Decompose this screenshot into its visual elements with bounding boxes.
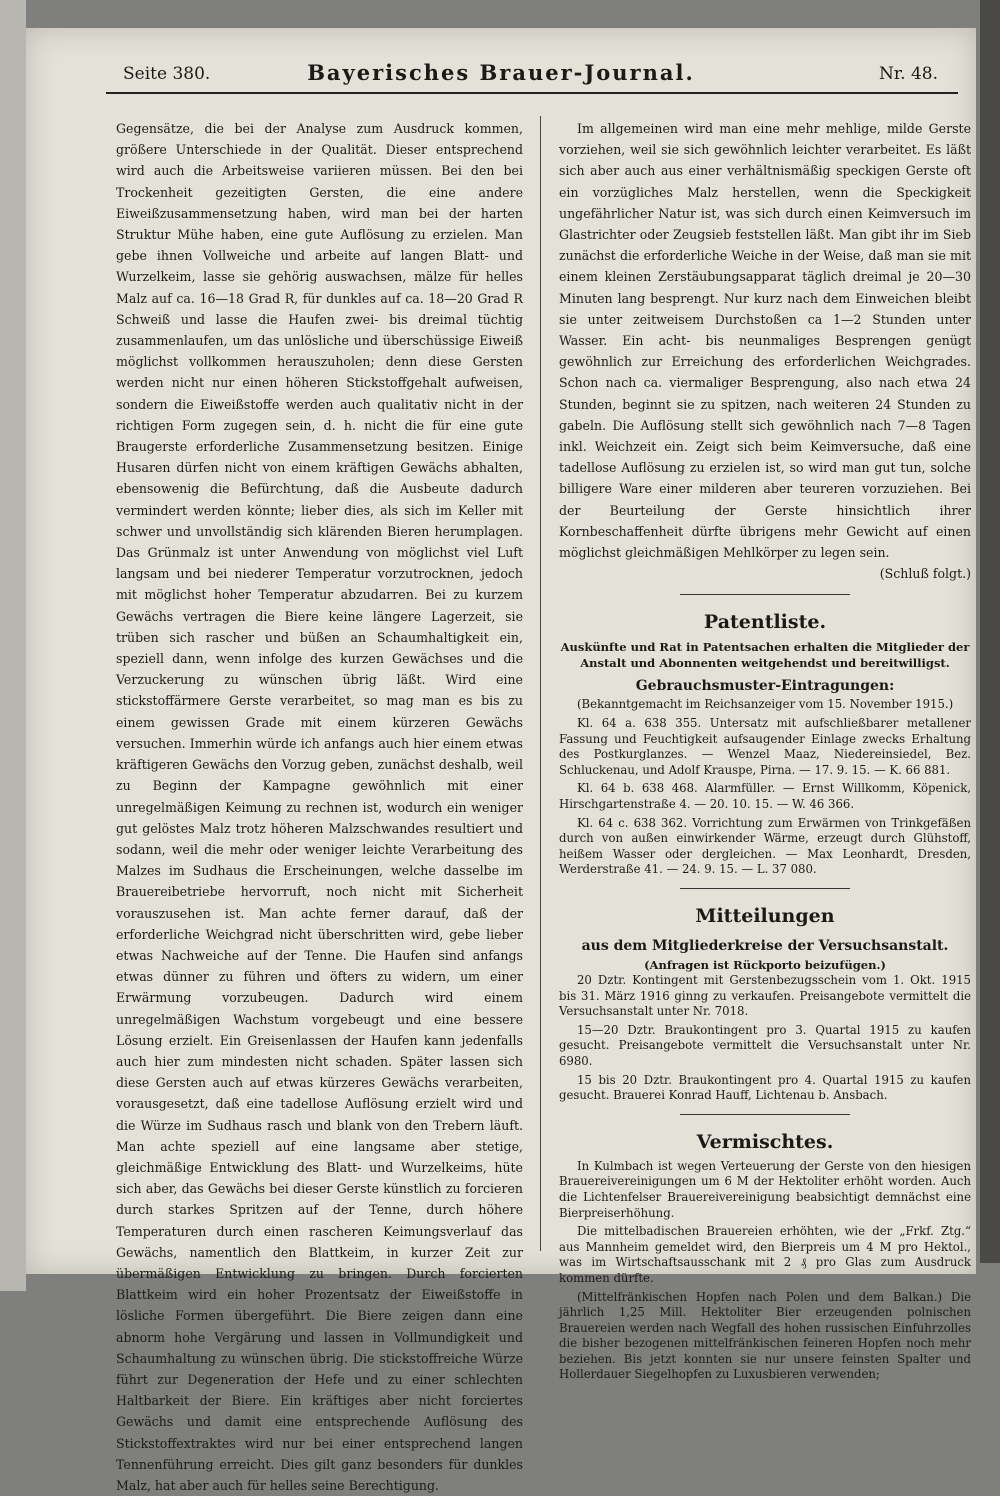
- section-rule: [680, 1114, 850, 1115]
- announcements-note: (Anfragen ist Rückporto beizufügen.): [644, 958, 886, 972]
- page-number: Seite 380.: [123, 64, 211, 84]
- left-column: [116, 118, 523, 1496]
- patent-list-subtitle: Auskünfte und Rat in Patentsachen erhalten die Mitglieder der Anstalt und Abonnenten weitgehendst und bereitwilligst.: [560, 640, 970, 671]
- section-rule: [680, 888, 850, 889]
- header-rule: [106, 92, 958, 94]
- miscellaneous-entry: Die mittelbadischen Brauereien erhöhten, wie der „Frkf. Ztg.“ aus Mannheim gemeldet wird, den Bierpreis um 4 M pro Hektol., was im Wirtschaftsausschank mit 2 ₰ pro Glas zum Ausdruck kommen dürfte.: [559, 1224, 971, 1285]
- miscellaneous-title: Vermischtes.: [696, 1130, 834, 1153]
- miscellaneous-entry: (Mittelfränkischen Hopfen nach Polen und dem Balkan.) Die jährlich 1,25 Mill. Hektoliter Bier erzeugenden polnischen Brauereien werden nach Wegfall des hohen russischen Einfuhrzolles die bisher bezogenen mittelfränkischen feineren Hopfen noch mehr beziehen. Bis jetzt konnten sie nur unsere feinsten Spalter und Hollerdauer Siegelhopfen zu Luxusbieren verwenden;: [559, 1289, 971, 1382]
- column-divider: [540, 116, 541, 1251]
- patent-list-title: Patentliste.: [703, 611, 827, 634]
- patent-entry: Kl. 64 c. 638 362. Vorrichtung zum Erwärmen von Trinkgefäßen durch von außen einwirkender Wärme, erzeugt durch Glühstoff, heißem Wasser oder dergleichen. — Max Leonhardt, Dresden, Werderstraße 41. — 24. 9. 15. — L. 37 080.: [559, 815, 971, 877]
- patent-note: (Bekanntgemacht im Reichsanzeiger vom 15. November 1915.): [577, 697, 954, 712]
- announcement-entry: 15—20 Dztr. Braukontingent pro 3. Quartal 1915 zu kaufen gesucht. Preisangebote vermittelt die Versuchsanstalt unter Nr. 6980.: [559, 1022, 971, 1068]
- patent-entry: Kl. 64 b. 638 468. Alarmfüller. — Ernst Willkomm, Köpenick, Hirschgartenstraße 4. — 20. 10. 15. — W. 46 366.: [559, 781, 971, 812]
- scan-right-edge: [980, 0, 1000, 1263]
- scan-left-margin: [0, 0, 26, 1291]
- journal-title: Bayerisches Brauer-Journal.: [307, 60, 695, 85]
- right-column: [559, 118, 971, 1386]
- newspaper-page: [26, 28, 976, 1493]
- left-column-text: Gegensätze, die bei der Analyse zum Ausdruck kommen, größere Unterschiede in der Qualität. Dieser entsprechend wird auch die Arbeitsweise variieren müssen. Bei den bei Trockenheit gezeitigten Gersten, die eine andere Eiweißzusammensetzung haben, wird man bei der harten Struktur Mühe haben, eine gute Auflösung zu erzielen. Man gebe ihnen Vollweiche und arbeite auf langen Blatt- und Wurzelkeim, lasse sie gehörig auswachsen, mälze für helles Malz auf ca. 16—18 Grad R, für dunkles auf ca. 18—20 Grad R Schweiß und lasse die Haufen zwei- bis dreimal tüchtig zusammenlaufen, um das unlösliche und überschüssige Eiweiß möglichst vollkommen herauszuholen; denn diese Gersten werden nicht nur einen höheren Stickstoffgehalt aufweisen, sondern die Eiweißstoffe werden auch qualitativ nicht in der richtigen Form zugegen sein, d. h. nicht die für eine gute Braugerste erforderliche Zusammensetzung besitzen. Einige Husaren dürfen nicht von einem kräftigen Gewächs abhalten, ebensowenig die Befürchtung, daß die Ausbeute dadurch vermindert werden könnte; lieber dies, als sich im Keller mit schwer und unvollständig sich klärenden Bieren herumplagen. Das Grünmalz ist unter Anwendung von möglichst viel Luft langsam und bei niederer Temperatur vorzutrocknen, jedoch mit möglichst hoher Temperatur abzudarren. Bei zu kurzem Gewächs vertragen die Biere keine längere Lagerzeit, sie trüben sich rascher und büßen an Schaumhaltigkeit ein, speziell dann, wenn infolge des kurzen Gewächses und die Verzuckerung zu wünschen übrig läßt. Wird eine stickstoffärmere Gerste verarbeitet, so mag man es bis zu einem gewissen Grade mit einem kürzeren Gewächs versuchen. Immerhin würde ich anfangs auch hier einem etwas kräftigeren Gewächs den Vorzug geben, zunächst deshalb, weil zu Beginn der Kampagne gewöhnlich mit einer unregelmäßigen Keimung zu rechnen ist, wodurch ein weniger gut gelöstes Malz trotz höheren Malzschwandes resultiert und sodann, weil die mehr oder weniger leichte Verarbeitung des Malzes im Sudhaus die Erscheinungen, welche dasselbe im Brauereibetriebe hervorruft, noch nicht mit Sicherheit vorauszusehen ist. Man achte ferner darauf, daß der erforderliche Weichgrad nicht überschritten wird, gebe lieber etwas Nachweiche auf der Tenne. Die Haufen sind anfangs etwas dünner zu führen und öfters zu widern, um einer Erwärmung vorzubeugen. Dadurch wird einem unregelmäßigen Wachstum vorgebeugt und eine bessere Lösung erzielt. Ein Greisenlassen der Haufen kann jedenfalls auch hier zum mindesten nicht schaden. Später lassen sich diese Gersten auch auf etwas kürzeres Gewächs verarbeiten, vorausgesetzt, daß eine tadellose Auflösung erzielt wird und die Würze im Sudhaus rasch und blank von den Trebern läuft. Man achte speziell auf eine langsame aber stetige, gleichmäßige Entwicklung des Blatt- und Wurzelkeims, hüte sich aber, das Gewächs bei dieser Gerste künstlich zu forcieren durch starkes Spritzen auf der Tenne, durch höhere Temperaturen durch einen rascheren Keimungsverlauf das Gewächs, namentlich den Blattkeim, in kurzer Zeit zur übermäßigen Entwicklung zu bringen. Durch forcierten Blattkeim wird ein hoher Prozentsatz der Eiweißstoffe in lösliche Formen übergeführt. Die Biere zeigen dann eine abnorm hohe Vergärung und lassen in Vollmundigkeit und Schaumhaltung zu wünschen übrig. Die stickstoffreiche Würze führt zur Degeneration der Hefe und zu einer schlechten Haltbarkeit der Biere. Ein kräftiges aber nicht forciertes Gewächs und damit eine entsprechende Auflösung des Stickstoffextraktes wird nur bei einer entsprechend langen Tennenführung erreicht. Dies gilt ganz besonders für dunkles Malz, hat aber auch für helles seine Berechtigung.: [116, 121, 523, 1493]
- malt-article-conclusion: Im allgemeinen wird man eine mehr mehlige, milde Gerste vorziehen, weil sie sich gewöhnlich leichter verarbeitet. Es läßt sich aber auch aus einer verhältnismäßig speckigen Gerste oft ein vorzügliches Malz herstellen, wenn die Speckigkeit ungefährlicher Natur ist, was sich durch einen Keimversuch im Glastrichter oder Zeugsieb feststellen läßt. Man gibt ihr im Sieb zunächst die erforderliche Weiche in der Weise, daß man sie mit einem kleinen Zerstäubungsapparat täglich dreimal je 20—30 Minuten lang besprengt. Nur kurz nach dem Einweichen bleibt sie unter zeitweisem Durchstoßen ca 1—2 Stunden unter Wasser. Ein acht- bis neunmaliges Besprengen genügt gewöhnlich zur Erreichung des erforderlichen Weichgrades. Schon nach ca. viermaliger Besprengung, also nach etwa 24 Stunden, beginnt sie zu spitzen, nach weiteren 24 Stunden zu gabeln. Die Auflösung stellt sich gewöhnlich nach 7—8 Tagen inkl. Weichzeit ein. Zeigt sich beim Keimversuche, daß eine tadellose Auflösung zu erzielen ist, so wird man gut tun, solche billigere Ware einer milderen aber teureren vorzuziehen. Bei der Beurteilung der Gerste hinsichtlich ihrer Kornbeschaffenheit dürfte übrigens mehr Gewicht auf einen möglichst gleichmäßigen Mehlkörper zu legen sein.: [559, 121, 971, 561]
- to-be-continued-note: (Schluß folgt.): [879, 566, 971, 582]
- miscellaneous-entry: In Kulmbach ist wegen Verteuerung der Gerste von den hiesigen Brauereivereinigungen um 6 M der Hektoliter erhöht worden. Auch die Lichtenfelser Brauereivereinigung beabsichtigt demnächst eine Bierpreiserhöhung.: [559, 1158, 971, 1220]
- issue-number: Nr. 48.: [879, 64, 938, 84]
- announcement-entries: [559, 973, 971, 1104]
- page-header: [26, 58, 976, 92]
- patent-entries: [559, 697, 971, 878]
- announcement-entry: 15 bis 20 Dztr. Braukontingent pro 4. Quartal 1915 zu kaufen gesucht. Brauerei Konrad Hauff, Lichtenau b. Ansbach.: [559, 1072, 971, 1103]
- announcements-subtitle: aus dem Mitgliederkreise der Versuchsanstalt.: [581, 938, 949, 954]
- announcement-entry: 20 Dztr. Kontingent mit Gerstenbezugsschein vom 1. Okt. 1915 bis 31. März 1916 ginng zu verkaufen. Preisangebote vermittelt die Versuchsanstalt unter Nr. 7018.: [559, 973, 971, 1019]
- miscellaneous-entries: [559, 1159, 971, 1383]
- utility-model-heading: Gebrauchsmuster-Eintragungen:: [635, 678, 895, 695]
- patent-entry: Kl. 64 a. 638 355. Untersatz mit aufschließbarer metallener Fassung und Feuchtigkeit aufsaugender Einlage zwecks Erhaltung des Postkurglanzes. — Wenzel Maaz, Niedereinsiedel, Bez. Schluckenau, und Adolf Krauspe, Pirna. — 17. 9. 15. — K. 66 881.: [559, 716, 971, 777]
- announcements-title: Mitteilungen: [695, 905, 835, 927]
- section-rule: [680, 594, 850, 595]
